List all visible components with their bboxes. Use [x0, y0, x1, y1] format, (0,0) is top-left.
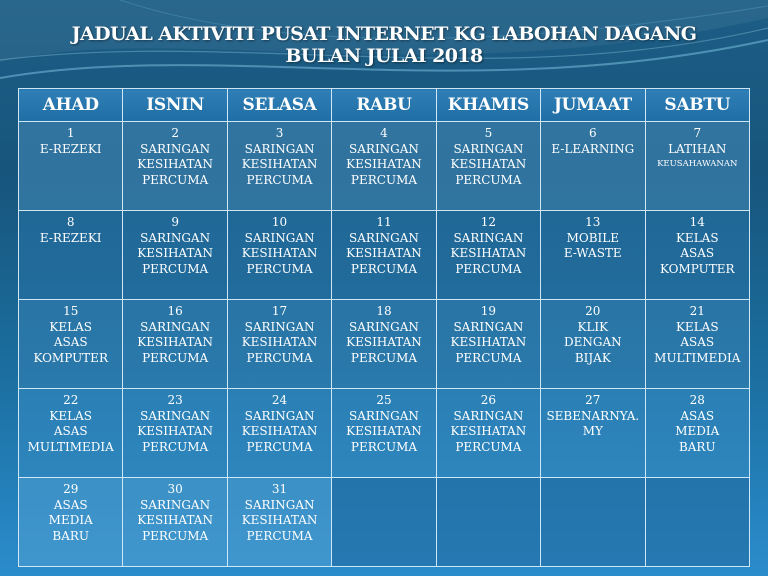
activity-text: KOMPUTER [33, 350, 108, 365]
activity-text: PERCUMA [142, 528, 209, 543]
activity-text: KESIHATAN [241, 513, 318, 527]
day-number: 26 [480, 393, 497, 407]
calendar-table [18, 88, 750, 567]
day-cell-22 [19, 389, 123, 478]
day-cell-2 [123, 122, 227, 211]
activity-text: KESIHATAN [450, 246, 527, 260]
activity-text: SARINGAN [349, 408, 419, 423]
activity-text: PERCUMA [350, 439, 418, 454]
day-number: 29 [63, 482, 79, 496]
day-cell-16 [123, 300, 227, 389]
activity-text: MOBILE [566, 230, 620, 245]
activity-text: PERCUMA [350, 172, 418, 187]
day-cell-27 [541, 389, 645, 478]
day-number: 21 [689, 304, 705, 318]
calendar-body [19, 122, 750, 567]
day-number: 23 [167, 393, 183, 407]
activity-text: ASAS [680, 246, 715, 260]
activity-text: SARINGAN [244, 230, 315, 245]
day-number: 22 [63, 393, 79, 407]
activity-text: BIJAK [574, 350, 611, 365]
activity-text: SARINGAN [349, 230, 419, 245]
week-row [19, 389, 750, 478]
activity-text: KELAS [49, 408, 92, 423]
day-cell-18 [332, 300, 436, 389]
day-number: 3 [275, 126, 284, 140]
day-header-ahad: AHAD [19, 89, 123, 122]
day-cell-19 [436, 300, 540, 389]
activity-text: KEUSAHAWANAN [657, 159, 738, 169]
activity-text: KESIHATAN [450, 157, 527, 171]
activity-text: SARINGAN [140, 230, 211, 245]
empty-day-cell [436, 478, 540, 567]
activity-text: PERCUMA [350, 261, 418, 276]
activity-text: PERCUMA [455, 172, 522, 187]
day-header-jumaat: JUMAAT [541, 89, 645, 122]
day-cell-24 [227, 389, 331, 478]
activity-text: KESIHATAN [450, 335, 527, 349]
activity-text: E-REZEKI [39, 141, 102, 156]
day-cell-15 [19, 300, 123, 389]
activity-text: ASAS [53, 424, 88, 438]
day-cell-31 [227, 478, 331, 567]
activity-text: SARINGAN [140, 408, 211, 423]
activity-text: SARINGAN [244, 497, 315, 512]
activity-text: SARINGAN [453, 141, 524, 156]
activity-text: DENGAN [564, 335, 622, 349]
day-number: 30 [167, 482, 183, 496]
day-cell-8 [19, 211, 123, 300]
activity-text: SARINGAN [244, 319, 315, 334]
week-row [19, 300, 750, 389]
day-cell-20 [541, 300, 645, 389]
day-cell-29 [19, 478, 123, 567]
activity-text: KESIHATAN [241, 157, 318, 171]
header-row [19, 89, 750, 122]
day-number: 25 [376, 393, 392, 407]
activity-text: PERCUMA [350, 350, 418, 365]
activity-text: SARINGAN [349, 141, 419, 156]
activity-text: KESIHATAN [137, 246, 213, 260]
activity-text: KESIHATAN [137, 513, 213, 527]
activity-text: ASAS [53, 335, 88, 349]
activity-text: LATIHAN [668, 141, 727, 156]
activity-text: E-WASTE [563, 246, 622, 260]
activity-text: PERCUMA [246, 350, 313, 365]
day-number: 5 [484, 126, 493, 140]
day-cell-11 [332, 211, 436, 300]
activity-text: KESIHATAN [450, 424, 527, 438]
day-cell-26 [436, 389, 540, 478]
activity-text: KELAS [49, 319, 92, 334]
day-number: 2 [171, 126, 179, 140]
activity-text: MY [582, 424, 603, 438]
activity-text: ASAS [53, 497, 88, 512]
activity-text: MEDIA [48, 513, 93, 527]
day-cell-30 [123, 478, 227, 567]
day-number: 31 [271, 482, 288, 496]
activity-text: KELAS [675, 319, 719, 334]
activity-text: BARU [52, 528, 90, 543]
day-header-khamis: KHAMIS [436, 89, 540, 122]
week-row [19, 211, 750, 300]
activity-text: SARINGAN [453, 319, 524, 334]
activity-text: PERCUMA [246, 172, 313, 187]
day-number: 14 [689, 215, 705, 229]
activity-text: SARINGAN [140, 141, 211, 156]
activity-text: SARINGAN [140, 319, 211, 334]
title-line-2: BULAN JULAI 2018 [285, 45, 483, 67]
day-number: 12 [480, 215, 497, 229]
day-number: 19 [480, 304, 497, 318]
activity-text: E-REZEKI [39, 230, 102, 245]
activity-text: MULTIMEDIA [27, 439, 114, 454]
empty-day-cell [541, 478, 645, 567]
day-number: 1 [66, 126, 75, 140]
activity-text: SARINGAN [140, 497, 211, 512]
day-number: 11 [376, 215, 392, 229]
activity-text: PERCUMA [455, 350, 522, 365]
day-number: 24 [271, 393, 288, 407]
day-number: 6 [589, 126, 597, 140]
day-header-selasa: SELASA [227, 89, 331, 122]
day-cell-10 [227, 211, 331, 300]
day-number: 4 [380, 126, 388, 140]
day-cell-25 [332, 389, 436, 478]
day-cell-1 [19, 122, 123, 211]
activity-text: ASAS [680, 335, 715, 349]
activity-text: SARINGAN [244, 141, 315, 156]
activity-text: PERCUMA [142, 350, 209, 365]
day-cell-13 [541, 211, 645, 300]
activity-text: BARU [678, 439, 716, 454]
day-cell-23 [123, 389, 227, 478]
activity-text: MULTIMEDIA [654, 350, 741, 365]
day-cell-21 [645, 300, 749, 389]
day-cell-5 [436, 122, 540, 211]
activity-text: KESIHATAN [241, 246, 318, 260]
activity-text: KLIK [577, 319, 609, 334]
day-number: 15 [63, 304, 79, 318]
day-number: 8 [66, 215, 75, 229]
activity-text: PERCUMA [246, 528, 313, 543]
day-cell-12 [436, 211, 540, 300]
activity-text: SARINGAN [453, 230, 524, 245]
day-number: 18 [376, 304, 392, 318]
activity-text: KESIHATAN [346, 157, 422, 171]
day-number: 13 [585, 215, 601, 229]
day-number: 9 [171, 215, 179, 229]
day-number: 16 [167, 304, 183, 318]
title-line-1: JADUAL AKTIVITI PUSAT INTERNET KG LABOHAN DAGANG [71, 23, 697, 45]
day-cell-17 [227, 300, 331, 389]
day-number: 10 [271, 215, 288, 229]
activity-text: PERCUMA [142, 261, 209, 276]
activity-text: KELAS [675, 230, 719, 245]
day-number: 7 [693, 126, 702, 140]
activity-text: KESIHATAN [137, 424, 213, 438]
activity-text: KESIHATAN [241, 424, 318, 438]
day-cell-14 [645, 211, 749, 300]
day-cell-28 [645, 389, 749, 478]
activity-text: ASAS [680, 408, 715, 423]
day-cell-4 [332, 122, 436, 211]
day-header-isnin: ISNIN [123, 89, 227, 122]
week-row [19, 122, 750, 211]
activity-text: PERCUMA [142, 172, 209, 187]
activity-text: PERCUMA [246, 261, 313, 276]
day-number: 20 [585, 304, 601, 318]
week-row [19, 478, 750, 567]
activity-text: KESIHATAN [346, 246, 422, 260]
page-title [0, 23, 768, 67]
activity-text: KESIHATAN [241, 335, 318, 349]
day-cell-6 [541, 122, 645, 211]
day-header-rabu: RABU [332, 89, 436, 122]
empty-day-cell [332, 478, 436, 567]
day-cell-9 [123, 211, 227, 300]
activity-text: PERCUMA [455, 261, 522, 276]
day-header-sabtu: SABTU [645, 89, 749, 122]
activity-text: PERCUMA [455, 439, 522, 454]
activity-text: SARINGAN [453, 408, 524, 423]
activity-text: KESIHATAN [346, 424, 422, 438]
day-number: 28 [689, 393, 705, 407]
activity-text: PERCUMA [142, 439, 209, 454]
activity-text: KESIHATAN [346, 335, 422, 349]
activity-text: SARINGAN [349, 319, 419, 334]
empty-day-cell [645, 478, 749, 567]
day-cell-7 [645, 122, 749, 211]
activity-text: KESIHATAN [137, 157, 213, 171]
activity-text: PERCUMA [246, 439, 313, 454]
day-number: 27 [585, 393, 601, 407]
activity-text: E-LEARNING [551, 141, 635, 156]
day-cell-3 [227, 122, 331, 211]
activity-text: KESIHATAN [137, 335, 213, 349]
activity-text: KOMPUTER [659, 261, 735, 276]
activity-text: SARINGAN [244, 408, 315, 423]
day-number: 17 [271, 304, 288, 318]
activity-text: MEDIA [675, 424, 720, 438]
activity-text: SEBENARNYA. [546, 408, 640, 423]
